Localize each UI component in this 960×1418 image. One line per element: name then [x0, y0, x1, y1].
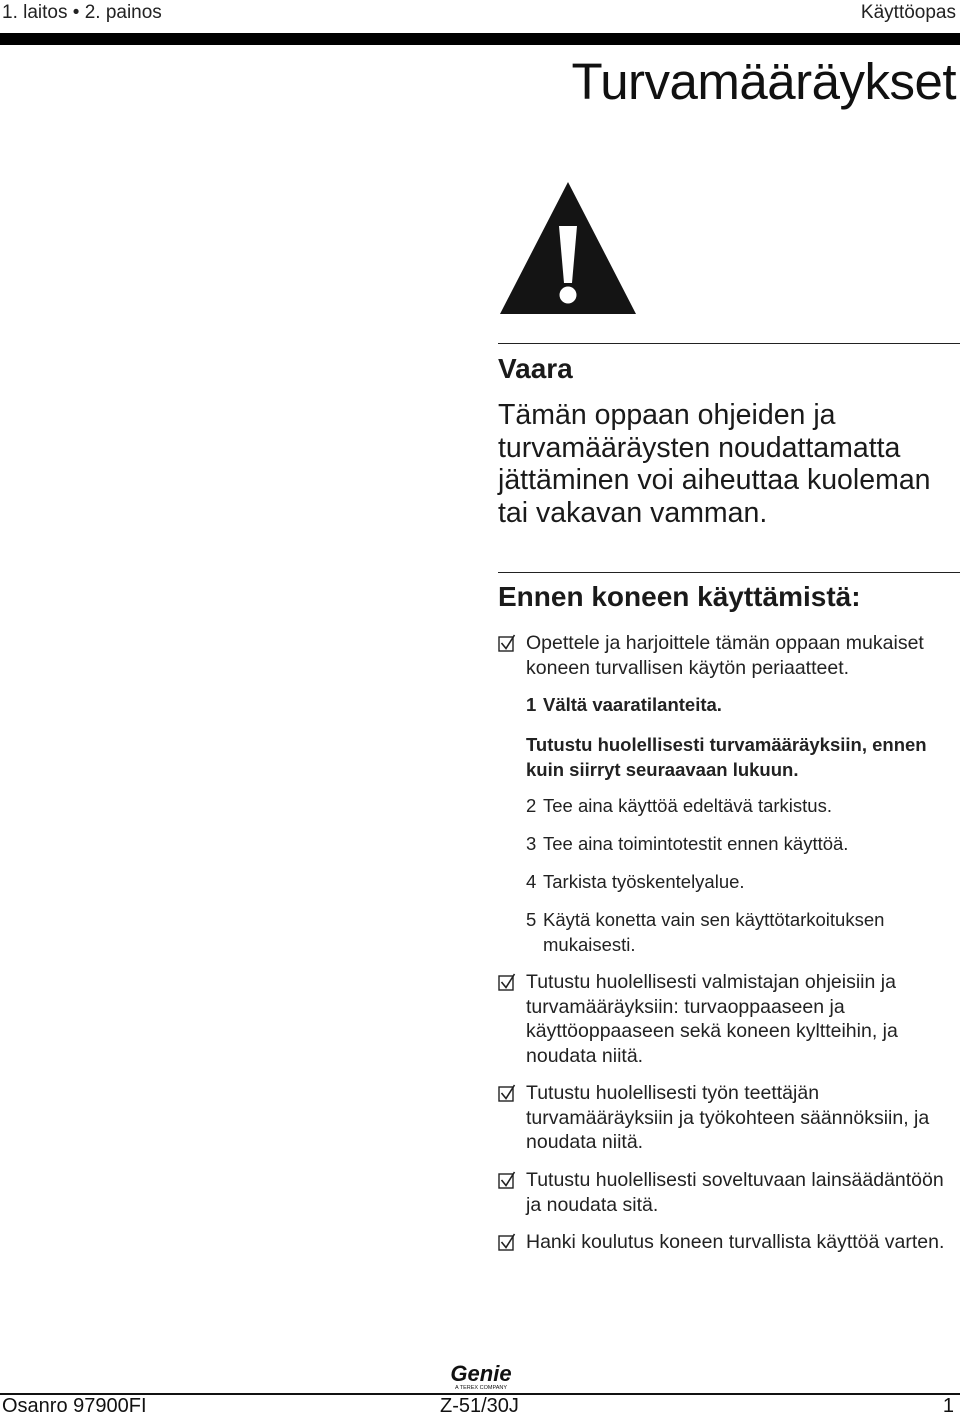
rule-text: Tee aina käyttöä edeltävä tarkistus. [543, 795, 832, 816]
warning-triangle-icon [498, 180, 638, 316]
footer-model: Z-51/30J [440, 1395, 519, 1417]
footer-part-number: Osanro 97900FI [2, 1395, 147, 1417]
rule-item [526, 908, 956, 957]
header-rule [0, 33, 960, 45]
genie-logo [443, 1361, 519, 1391]
checkbox-checked-icon [498, 634, 516, 652]
rule-item [526, 832, 956, 857]
section-divider [498, 572, 960, 573]
checklist-item [498, 1081, 958, 1155]
rule-note: Tutustu huolellisesti turvamääräyksiin, ennen kuin siirryt seuraavaan lukuun. [526, 734, 927, 780]
header-edition: 1. laitos • 2. painos [2, 2, 162, 23]
rule-text: Vältä vaaratilanteita. [543, 694, 722, 715]
rule-text: Tee aina toimintotestit ennen käyttöä. [543, 833, 849, 854]
checklist-item-text: Tutustu huolellisesti valmistajan ohjeisiin ja turvamääräyksiin: turvaoppaaseen ja käyttöoppaaseen sekä koneen kyltteihin, ja noudata niitä. [526, 971, 898, 1067]
rule-number: 4 [526, 871, 537, 892]
footer-page-number: 1 [942, 1395, 954, 1417]
checkbox-checked-icon [498, 973, 516, 991]
checkbox-checked-icon [498, 1171, 516, 1189]
rule-text: Tarkista työskentelyalue. [543, 871, 745, 892]
section-divider [498, 343, 960, 344]
checklist-item-text: Tutustu huolellisesti työn teettäjän turvamääräyksiin ja työkohteen säännöksiin, ja noudata niitä. [526, 1082, 930, 1153]
rule-item [526, 693, 956, 718]
rule-item [526, 794, 956, 819]
rule-item [526, 870, 956, 895]
rule-number: 5 [526, 909, 537, 930]
checkbox-checked-icon [498, 1084, 516, 1102]
svg-text:A TEREX COMPANY: A TEREX COMPANY [454, 1385, 508, 1391]
svg-text:Genie: Genie [450, 1361, 512, 1386]
checklist-item [498, 1230, 958, 1255]
rule-number: 2 [526, 795, 537, 816]
checklist-item-text: Hanki koulutus koneen turvallista käyttöä varten. [526, 1231, 945, 1253]
rule-number: 1 [526, 694, 537, 715]
page-title: Turvamääräykset [571, 53, 956, 110]
header-manual-name: Käyttöopas [860, 2, 956, 23]
checklist-item [498, 970, 958, 1068]
checklist-item [498, 631, 958, 680]
checklist-item-text: Tutustu huolellisesti soveltuvaan lainsäädäntöön ja noudata sitä. [526, 1169, 944, 1216]
checklist-item [498, 1168, 958, 1217]
danger-heading: Vaara [498, 353, 573, 384]
rule-text: Käytä konetta vain sen käyttötarkoituksen mukaisesti. [543, 909, 885, 955]
danger-text: Tämän oppaan ohjeiden ja turvamääräysten noudattamatta jättäminen voi aiheuttaa kuoleman tai vakavan vamman. [498, 399, 931, 529]
checklist-item-text: Opettele ja harjoittele tämän oppaan mukaiset koneen turvallisen käytön periaatteet. [526, 632, 924, 679]
rule-number: 3 [526, 833, 537, 854]
before-use-heading: Ennen koneen käyttämistä: [498, 581, 861, 612]
checkbox-checked-icon [498, 1233, 516, 1251]
